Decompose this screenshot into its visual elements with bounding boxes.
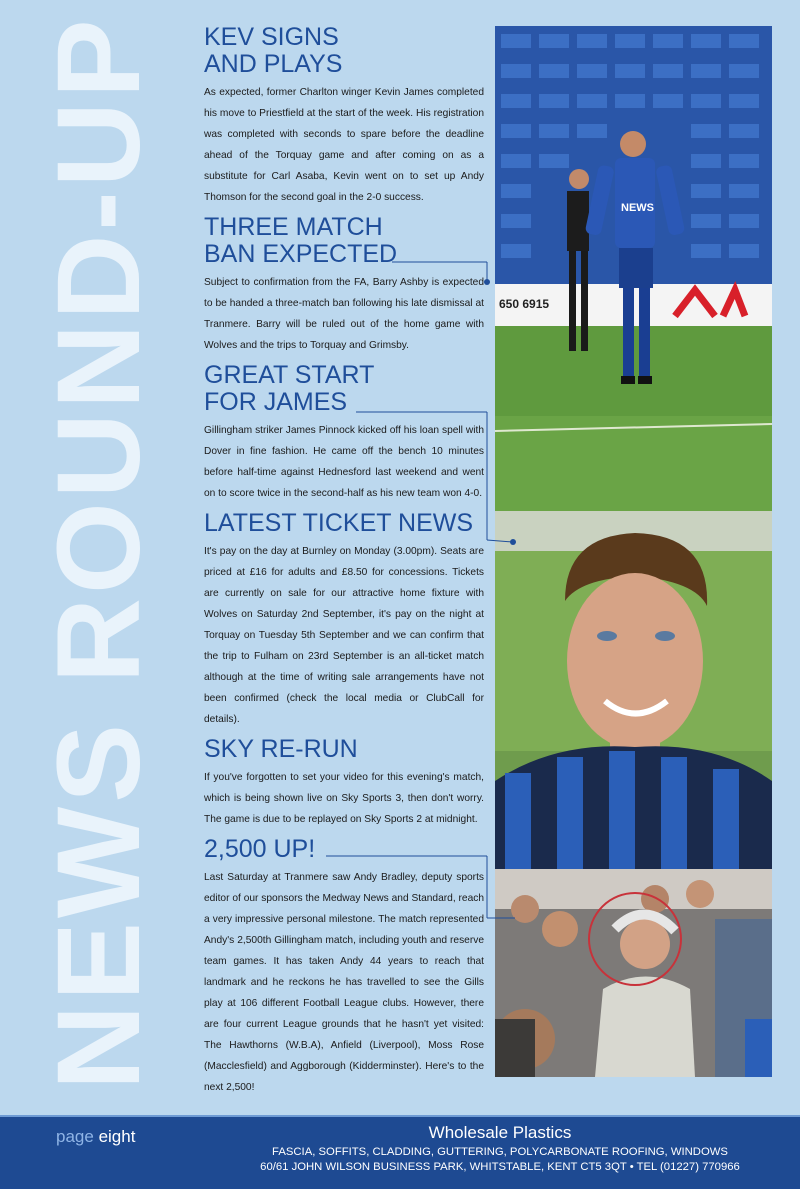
- article-body: Subject to confirmation from the FA, Barry Ashby is expected to be handed a three-match ban following his late dismissal at Tranmere. Barry will be ruled out of the home game with Wolves and the trips to Torquay and Grimsby.: [204, 277, 484, 351]
- headline: KEV SIGNS AND PLAYS: [204, 23, 343, 78]
- article-body: Gillingham striker James Pinnock kicked off his loan spell with Dover in fine fashion. He came off the bench 10 minutes before half-time against Hednesford last weekend and went on to score twice in the second-half as his new team won 4-0.: [204, 425, 484, 499]
- side-title: NEWS ROUND-UP: [33, 15, 165, 1090]
- article-sky-rerun: [204, 736, 484, 830]
- page-footer: [0, 1115, 800, 1189]
- photo-james-pinnock: [495, 511, 772, 869]
- article-ban-expected: [204, 214, 484, 356]
- article-body: It's pay on the day at Burnley on Monday (3.00pm). Seats are priced at £16 for adults and £8.50 for concessions. Tickets are currently on sale for our attractive home fixture with Wolves on Saturday 2nd September, it's pay on the night at Torquay on Tuesday 5th September and we can confirm that the trip to Fulham on 23rd September is an all-ticket match although at the time of writing sale arrangements have not been confirmed (check the local media or ClubCall for details).: [204, 546, 484, 725]
- article-body: If you've forgotten to set your video for this evening's match, which is being shown live on Sky Sports 3, then don't worry. The game is due to be replayed on Sky Sports 2 at midnight.: [204, 772, 484, 825]
- sponsor-address: 60/61 JOHN WILSON BUSINESS PARK, WHITSTABLE, KENT CT5 3QT • TEL (01227) 770966: [260, 1161, 740, 1173]
- articles-column: [204, 24, 484, 1104]
- svg-text:NEWS: NEWS: [621, 202, 654, 214]
- photo-andy-bradley: [495, 869, 772, 1077]
- photos-column: [495, 26, 772, 1077]
- headline: THREE MATCH BAN EXPECTED: [204, 213, 398, 268]
- article-great-start: [204, 362, 484, 504]
- headline: 2,500 UP!: [204, 835, 316, 863]
- photo-kevin-james: [495, 26, 772, 511]
- headline: SKY RE-RUN: [204, 735, 358, 763]
- sponsor-services: FASCIA, SOFFITS, CLADDING, GUTTERING, POLYCARBONATE ROOFING, WINDOWS: [272, 1146, 728, 1158]
- page-number: page eight: [56, 1127, 136, 1146]
- article-body: As expected, former Charlton winger Kevin James completed his move to Priestfield at the start of the week. His registration was completed with seconds to spare before the deadline ahead of the Torquay game and after coming on as a substitute for Carl Asaba, Kevin went on to set up Andy Thomson for the second goal in the 2-0 success.: [204, 87, 484, 203]
- article-kev-signs: [204, 24, 484, 208]
- headline: LATEST TICKET NEWS: [204, 509, 474, 537]
- article-body: Last Saturday at Tranmere saw Andy Bradley, deputy sports editor of our sponsors the Medway News and Standard, reach a very impressive personal milestone. The match represented Andy's 2,500th Gillingham match, including youth and reserve team games. It has taken Andy 44 years to reach that landmark and he reckons he has travelled to see the Gills play at 106 different Football League clubs. However, there are four current League grounds that he hasn't yet visited: The Hawthorns (W.B.A), Anfield (Liverpool), Moss Rose (Macclesfield) and Aggborough (Kidderminster). Here's to the next 2,500!: [204, 872, 484, 1093]
- headline: GREAT START FOR JAMES: [204, 361, 375, 416]
- svg-text:650 6915: 650 6915: [499, 297, 550, 311]
- article-2500-up: [204, 836, 484, 1098]
- article-ticket-news: [204, 510, 484, 730]
- sponsor-ad: [215, 1123, 785, 1175]
- sponsor-name: Wholesale Plastics: [428, 1123, 572, 1142]
